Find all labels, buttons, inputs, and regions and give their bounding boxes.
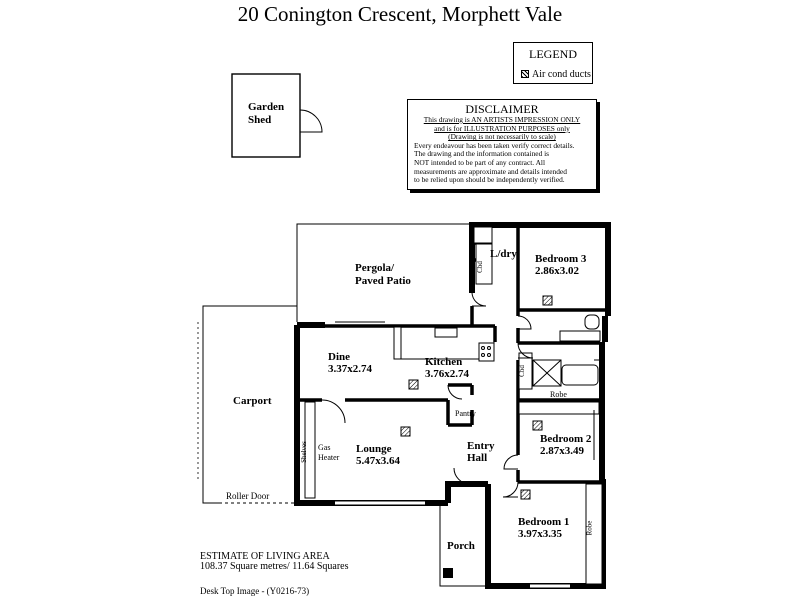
living-area-value: 108.37 Square metres/ 11.64 Squares	[200, 561, 349, 572]
room-dimensions: 2.86x3.02	[535, 265, 579, 277]
legend-item-label: Air cond ducts	[532, 69, 591, 80]
disclaimer-title: DISCLAIMER	[465, 102, 539, 116]
room-label-entry-hall	[467, 440, 495, 464]
room-label-pergola	[355, 262, 411, 288]
room-label-bedroom3	[535, 253, 586, 277]
room-dimensions: 3.97x3.35	[518, 528, 562, 540]
room-name: Garden	[248, 101, 285, 113]
room-name: Bedroom 1	[518, 516, 570, 528]
room-dimensions: 3.37x2.74	[328, 363, 372, 375]
disclaimer-line: NOT intended to be part of any contract. All	[414, 157, 546, 167]
room-label-bedroom1	[518, 516, 569, 540]
room-name: Bedroom 2	[540, 433, 592, 445]
room-label-garden-shed	[248, 101, 292, 127]
room-label-carport: Carport	[233, 395, 272, 407]
room-name: Bedroom 3	[535, 253, 587, 265]
fixture-text: Heater	[318, 453, 340, 462]
robe-label-bedroom1: Robe	[585, 520, 594, 536]
living-area-heading: ESTIMATE OF LIVING AREA	[200, 551, 330, 562]
room-name: Hall	[467, 452, 488, 464]
shelves-label: Shelves	[299, 441, 308, 463]
room-name: Kitchen	[425, 356, 463, 368]
fixture-text: Gas	[318, 443, 331, 452]
cupboard-label-hall: Cbd	[517, 365, 526, 377]
porch-step-marker	[443, 568, 453, 578]
image-reference: Desk Top Image - (Y0216-73)	[200, 586, 310, 596]
room-label-pantry: Pantry	[455, 409, 476, 418]
room-name: Lounge	[356, 443, 392, 455]
room-label-dine	[328, 351, 372, 375]
room-name: Pergola/	[355, 262, 395, 274]
cupboard-label-laundry: Cbd	[475, 261, 484, 273]
disclaimer-line: to be relied upon should be independently verified.	[414, 175, 565, 185]
room-label-porch: Porch	[447, 540, 475, 552]
disclaimer-line: and is for ILLUSTRATION PURPOSES only	[434, 123, 570, 133]
room-label-laundry: L/dry	[490, 248, 517, 260]
room-name: Entry	[467, 440, 495, 452]
room-dimensions: 3.76x2.74	[425, 368, 469, 380]
disclaimer-line: (Drawing is not necessarily to scale)	[448, 132, 556, 142]
disclaimer-line: This drawing is AN ARTISTS IMPRESSION ONLY	[423, 115, 581, 124]
legend-title: LEGEND	[529, 47, 577, 61]
room-name: Shed	[248, 114, 272, 126]
room-label-bedroom2	[540, 433, 591, 457]
room-dimensions: 5.47x3.64	[356, 455, 400, 467]
roller-door-label: Roller Door	[226, 491, 270, 501]
disclaimer-line: Every endeavour has been taken verify correct details.	[414, 140, 575, 150]
robe-label-bedroom2: Robe	[550, 390, 567, 399]
page-title: 20 Conington Crescent, Morphett Vale	[237, 2, 563, 26]
room-label-kitchen	[425, 356, 469, 380]
room-label-lounge	[356, 443, 400, 467]
room-name: Dine	[328, 351, 350, 363]
gas-heater-label	[318, 443, 339, 463]
room-dimensions: 2.87x3.49	[540, 445, 584, 457]
disclaimer-line: measurements are approximate and details intended	[414, 166, 567, 176]
disclaimer-line: The drawing and the information contained is	[414, 149, 550, 159]
room-name: Paved Patio	[355, 275, 411, 287]
